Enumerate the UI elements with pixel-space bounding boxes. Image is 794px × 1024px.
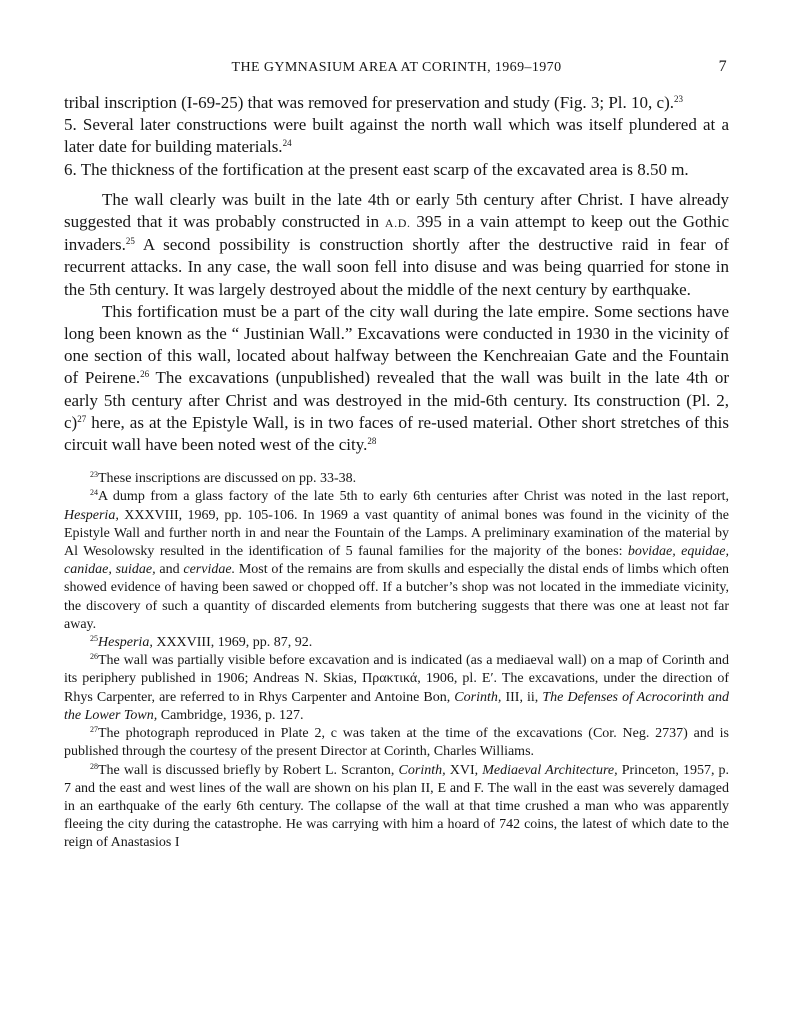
list-item-4-continued: tribal inscription (I-69-25) that was removed for preservation and study (Fig. 3; Pl. 10, c).$^{23}$ bbox=[64, 93, 683, 112]
footnote-ref-26: 26 bbox=[140, 369, 150, 380]
footnote-28: $^{28}$The wall is discussed briefly by Robert L. Scranton, Corinth, XVI, Mediaeval Architecture, Princeton, 1957, p. 7 and the east and west lines of the wall are shown on his plan II, E and F. The wall in the east was severely damaged in an earthquake of the early 6th century. The collapse of the wall at that time crushed a man who was apparently fleeing the city during the catastrophe. He was carrying with him a hoard of 742 coins, the latest of which date to the reign of Anastasios I bbox=[64, 761, 730, 851]
footnote-24: $^{24}$A dump from a glass factory of the late 5th to early 6th centuries after Christ was noted in the last report, Hesperia, XXXVIII, 1969, pp. 105-106. In 1969 a vast quantity of animal bones was found in the vicinity of the Epistyle Wall and further north in and near the Fountain of the Lamps. A preliminary examination of the material by Al Wesolowsky resulted in the identification of 5 faunal families for the majority of the bones: bovidae, equidae, canidae, suidae, and cervidae. Most of the remains are from skulls and especially the distal ends of limbs which often showed evidence of having been sawed or chopped off. If a butcher’s shop was not located in the immediate vicinity, the discovery of such a quantity of discarded elements from butchering suggests that there was one at least not far away. bbox=[64, 488, 730, 632]
page-number: 7 bbox=[718, 58, 727, 75]
footnote-ref-28: 28 bbox=[367, 436, 377, 447]
footnote-27: $^{27}$The photograph reproduced in Plate 2, c was taken at the time of the excavations (Cor. Neg. 2737) and is published through the courtesy of the present Director at Corinth, Charles Williams. bbox=[64, 725, 729, 760]
footnote-ref-27: 27 bbox=[77, 413, 87, 424]
page bbox=[64, 58, 729, 853]
footnotes bbox=[64, 470, 729, 852]
footnote-26: $^{26}$The wall was partially visible before excavation and is indicated (as a mediaeval wall) on a map of Corinth and its periphery published in 1906; Andreas N. Skias, Πρακτικά, 1906, pl. E′. The excavations, under the direction of Rhys Carpenter, are referred to in Rhys Carpenter and Antoine Bon, Corinth, III, ii, The Defenses of Acrocorinth and the Lower Town, Cambridge, 1936, p. 127. bbox=[64, 652, 730, 723]
running-title: THE GYMNASIUM AREA AT CORINTH, 1969–1970 bbox=[231, 60, 562, 75]
list-item-5: 5. Several later constructions were built against the north wall which was itself plundered at a later date for building materials.$^{24}$ bbox=[64, 115, 729, 157]
era-abbrev: A.D. bbox=[384, 216, 411, 231]
running-head bbox=[64, 58, 729, 82]
greek-title: Πρακτικά, bbox=[362, 671, 421, 687]
footnote-23: $^{23}$These inscriptions are discussed on pp. 33-38. bbox=[90, 470, 357, 487]
body-text bbox=[64, 92, 729, 456]
paragraph-wall-date: The wall clearly was built in the late 4th or early 5th century after Christ. I have already suggested that it was probably constructed in A.D. 395 in a vain attempt to keep out the Gothic invaders.$^{25}$ A second possibility is construction shortly after the destructive raid in fear of recurrent attacks. In any case, the wall soon fell into disuse and was being quarried for stone in the 5th century. It was largely destroyed about the middle of the next century by earthquake. bbox=[64, 189, 729, 299]
footnote-25: $^{25}$Hesperia, XXXVIII, 1969, pp. 87, 92. bbox=[90, 634, 313, 651]
paragraph-city-wall: This fortification must be a part of the city wall during the late empire. Some sections have long been known as the “ Justinian Wall.” Excavations were conducted in 1930 in the vicinity of one section of this wall, located about halfway between the Kenchreaian Gate and the Fountain of Peirene.$^{26}$ The excavations (unpublished) revealed that the wall was built in the late 4th or early 5th century after Christ and was destroyed in the mid-6th century. Its construction (Pl. 2, c)$^{27}$ here, as at the Epistyle Wall, is in two faces of re-used material. Other short stretches of this circuit wall have been noted west of the city.$^{28}$ bbox=[64, 301, 730, 455]
list-item-6: 6. The thickness of the fortification at the present east scarp of the excavated area is 8.50 m. bbox=[64, 159, 689, 179]
footnote-ref-23: 23 bbox=[673, 94, 683, 104]
footnote-ref-25: 25 bbox=[125, 236, 135, 247]
footnote-ref-24: 24 bbox=[282, 138, 292, 149]
